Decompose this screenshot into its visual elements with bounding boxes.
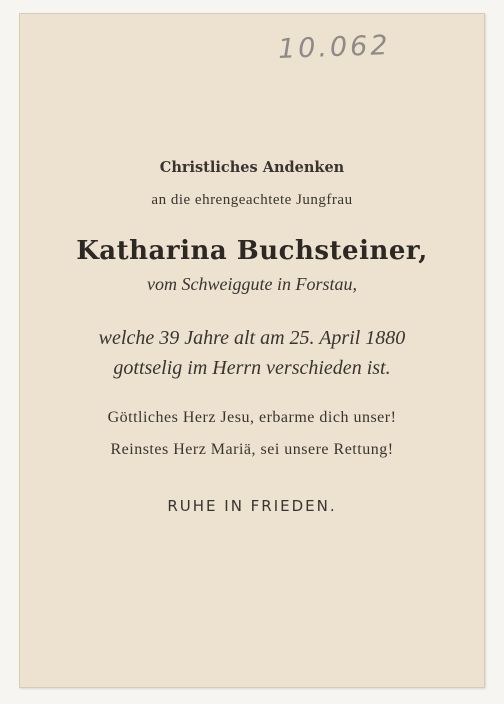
prayer-line-1: Göttliches Herz Jesu, erbarme dich unser! <box>107 409 397 426</box>
origin-line: vom Schweiggute in Forstau, <box>147 274 357 294</box>
closing-line: RUHE IN FRIEDEN. <box>167 497 337 515</box>
accession-number: 10.062 <box>277 30 391 65</box>
dedication-line: an die ehrengeachtete Jungfrau <box>151 192 353 208</box>
deceased-name: Katharina Buchsteiner, <box>76 236 428 266</box>
memorial-card <box>19 13 485 688</box>
death-line: gottselig im Herrn verschieden ist. <box>113 357 391 379</box>
prayer-line-2: Reinstes Herz Mariä, sei unsere Rettung! <box>110 441 394 458</box>
age-date-line: welche 39 Jahre alt am 25. April 1880 <box>98 327 406 349</box>
card-heading: Christliches Andenken <box>159 159 345 176</box>
